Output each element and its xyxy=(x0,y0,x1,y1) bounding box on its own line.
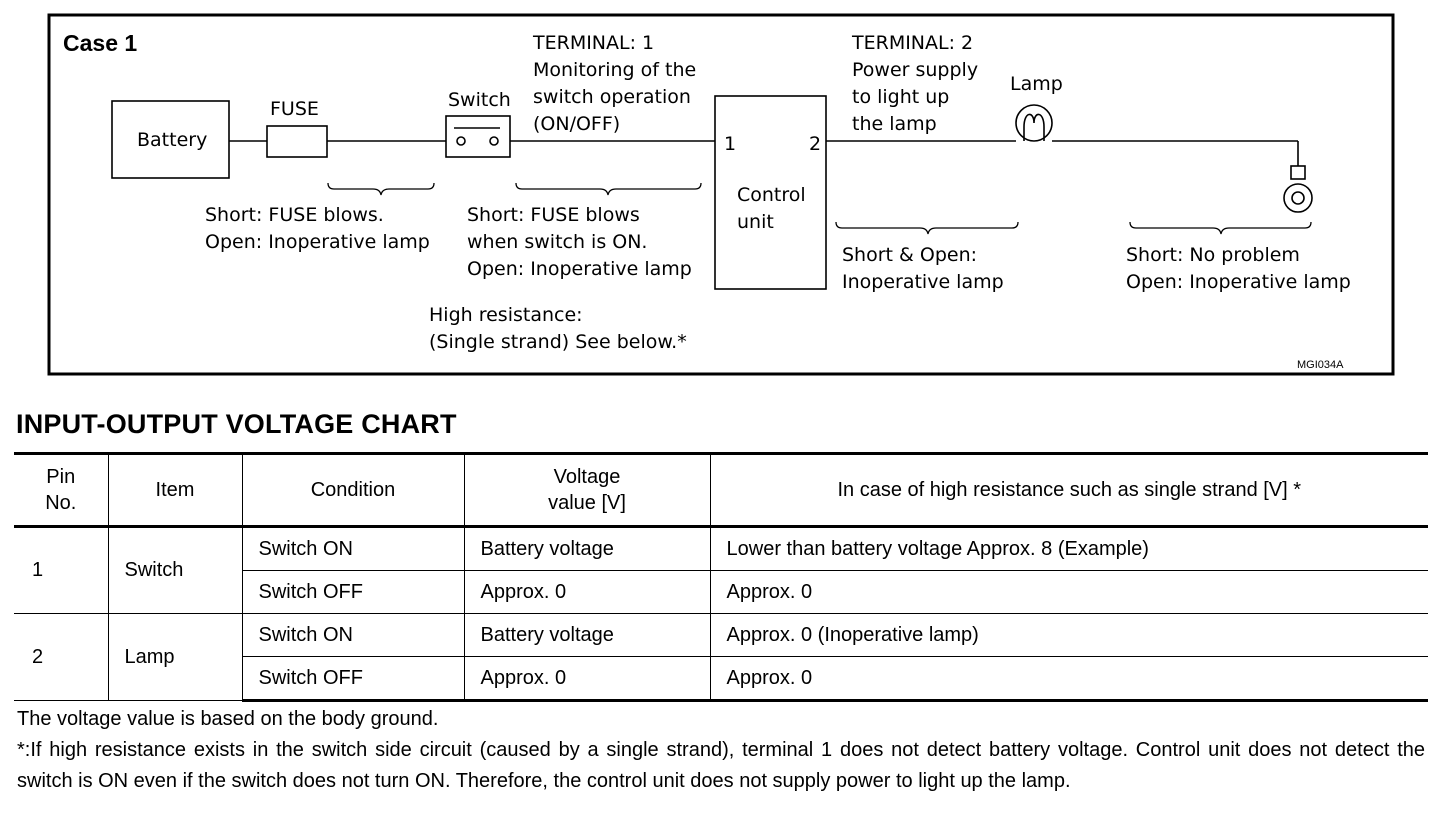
svg-text:Short: FUSE blows.: Short: FUSE blows. xyxy=(205,204,384,226)
battery-label: Battery xyxy=(137,129,208,151)
table-row xyxy=(14,614,1428,657)
svg-text:Power supply: Power supply xyxy=(852,59,979,81)
header-condition: Condition xyxy=(242,454,464,527)
terminal-2-label xyxy=(851,32,978,135)
voltage-cell: Battery voltage xyxy=(464,614,710,657)
svg-text:TERMINAL: 1: TERMINAL: 1 xyxy=(533,32,655,54)
svg-text:the lamp: the lamp xyxy=(852,113,937,135)
svg-text:Inoperative lamp: Inoperative lamp xyxy=(842,271,1004,293)
header-item: Item xyxy=(108,454,242,527)
ground-note: The voltage value is based on the body ground. xyxy=(17,708,439,730)
table-row xyxy=(14,527,1428,571)
high-resistance-cell: Approx. 0 xyxy=(710,657,1428,701)
svg-text:Short: FUSE blows: Short: FUSE blows xyxy=(467,204,640,226)
condition-cell: Switch OFF xyxy=(242,657,464,701)
item-cell: Lamp xyxy=(108,614,242,701)
condition-cell: Switch ON xyxy=(242,614,464,657)
header-voltage: Voltage value [V] xyxy=(464,454,710,527)
fuse-section-note xyxy=(205,204,430,253)
ground-icon xyxy=(1284,166,1312,212)
svg-text:Open: Inoperative lamp: Open: Inoperative lamp xyxy=(1126,271,1351,293)
control-unit-pin-1: 1 xyxy=(724,133,737,155)
voltage-cell: Battery voltage xyxy=(464,527,710,571)
svg-text:Monitoring of the: Monitoring of the xyxy=(533,59,697,81)
terminal-1-label xyxy=(532,32,696,135)
table-header-row xyxy=(14,454,1428,527)
svg-text:Short & Open:: Short & Open: xyxy=(842,244,978,266)
svg-text:Short: No problem: Short: No problem xyxy=(1126,244,1300,266)
control-unit-label: Control unit xyxy=(737,184,806,233)
lamp-label: Lamp xyxy=(1010,73,1063,95)
high-resistance-cell: Approx. 0 xyxy=(710,571,1428,614)
control-unit-pin-2: 2 xyxy=(809,133,822,155)
svg-text:TERMINAL: 2: TERMINAL: 2 xyxy=(852,32,974,54)
fuse-symbol xyxy=(267,126,327,157)
pin-cell: 2 xyxy=(14,614,108,701)
footnote: *:If high resistance exists in the switch side circuit (caused by a single strand), terminal 1 does not detect battery voltage. Control unit does not detect the switch is ON even if the switch does not turn ON. Therefore, the control unit does not supply power to light up the lamp. xyxy=(17,739,1425,792)
lamp-section-note xyxy=(842,244,1004,293)
condition-cell: Switch OFF xyxy=(242,571,464,614)
high-resistance-cell: Approx. 0 (Inoperative lamp) xyxy=(710,614,1428,657)
header-high-resistance: In case of high resistance such as single strand [V] * xyxy=(710,454,1428,527)
voltage-cell: Approx. 0 xyxy=(464,571,710,614)
chart-title: INPUT-OUTPUT VOLTAGE CHART xyxy=(16,409,457,439)
svg-text:when switch is ON.: when switch is ON. xyxy=(467,231,648,253)
svg-text:Open: Inoperative lamp: Open: Inoperative lamp xyxy=(205,231,430,253)
voltage-cell: Approx. 0 xyxy=(464,657,710,701)
fuse-label: FUSE xyxy=(270,98,319,120)
svg-text:Open: Inoperative lamp: Open: Inoperative lamp xyxy=(467,258,692,280)
switch-symbol xyxy=(446,116,510,157)
high-resistance-cell: Lower than battery voltage Approx. 8 (Example) xyxy=(710,527,1428,571)
notes-section xyxy=(17,704,1425,797)
svg-text:(Single strand) See below.*: (Single strand) See below.* xyxy=(429,331,687,353)
header-pin-no: Pin No. xyxy=(14,454,108,527)
case-label: Case 1 xyxy=(63,30,138,56)
svg-text:switch operation: switch operation xyxy=(533,86,691,108)
svg-text:(ON/OFF): (ON/OFF) xyxy=(533,113,621,135)
svg-text:High resistance:: High resistance: xyxy=(429,304,583,326)
lamp-symbol xyxy=(1016,105,1052,141)
pin-cell: 1 xyxy=(14,527,108,614)
svg-text:to light up: to light up xyxy=(852,86,950,108)
condition-cell: Switch ON xyxy=(242,527,464,571)
high-resistance-note xyxy=(429,304,687,353)
circuit-diagram xyxy=(0,0,1456,390)
switch-label: Switch xyxy=(448,89,511,111)
ground-section-note xyxy=(1126,244,1351,293)
item-cell: Switch xyxy=(108,527,242,614)
voltage-table xyxy=(14,452,1428,702)
switch-section-note xyxy=(467,204,692,280)
figure-id: MGI034A xyxy=(1297,359,1344,371)
